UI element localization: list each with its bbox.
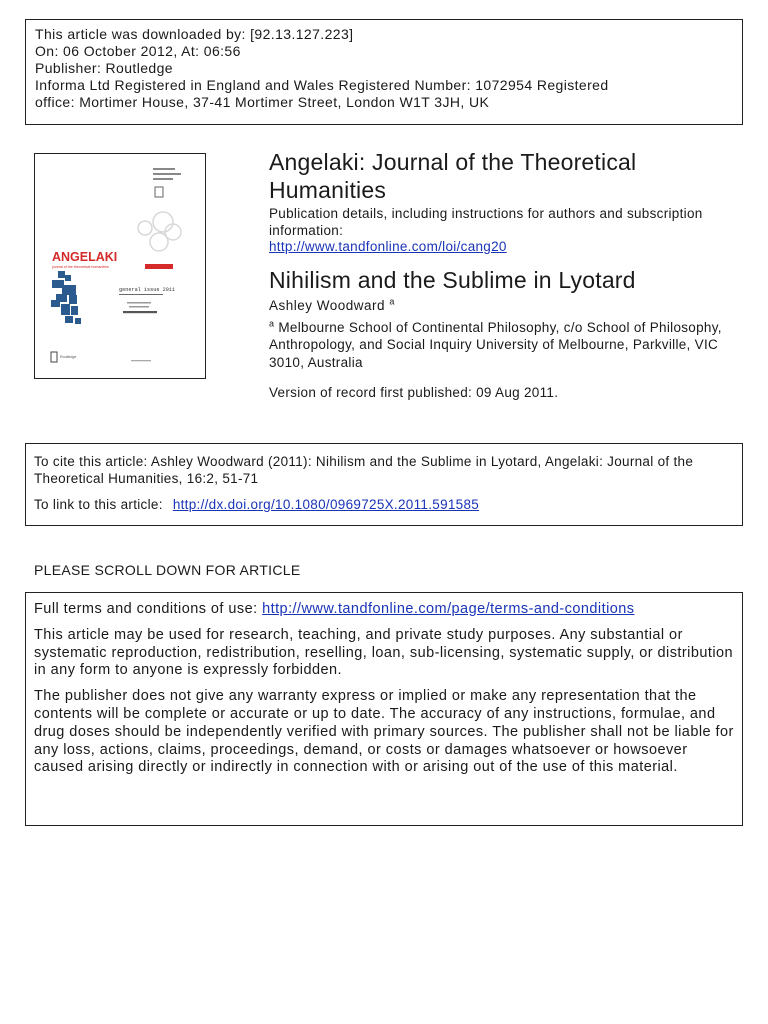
affiliation-text: Melbourne School of Continental Philosophy, c/o School of Philosophy, Anthropology, and Social Inquiry University of Melbourne, Parkville, VIC 3010, Australia [269,319,722,370]
cover-banner: general issue 2011 [119,287,176,293]
author-superscript: a [389,296,395,306]
terms-paragraph-disclaimer: The publisher does not give any warranty express or implied or make any representation that the contents will be complete or accurate or up to date. The accuracy of any instructions, formulae, and drug doses should be independently verified with primary sources. The publisher shall not be liable for any loss, actions, claims, proceedings, demand, or costs or damages whatsoever or howsoever caused arising directly or indirectly in connection with or arising out of the use of this material. [34,688,734,776]
citation-box [25,443,743,526]
terms-label: Full terms and conditions of use: [34,601,258,617]
journal-cover-image [34,153,206,379]
cover-subtitle: journal of the theoretical humanities [52,265,109,269]
download-line: office: Mortimer House, 37-41 Mortimer Street, London W1T 3JH, UK [35,94,490,110]
publication-details: Publication details, including instructions for authors and subscription information: [269,206,703,238]
author-name: Ashley Woodward [269,297,386,313]
journal-url-link[interactable]: http://www.tandfonline.com/loi/cang20 [269,239,507,254]
affiliation-superscript: a [269,318,275,328]
author-line [269,298,739,313]
version-of-record: Version of record first published: 09 Aug 2011. [269,385,559,400]
download-line: Informa Ltd Registered in England and Wales Registered Number: 1072954 Registered [35,77,609,93]
cover-publisher: Routledge [60,355,77,359]
download-line: This article was downloaded by: [92.13.127.223] [35,26,354,42]
cover-brand: ANGELAKI [52,250,118,264]
download-line: Publisher: Routledge [35,60,173,76]
doi-link[interactable]: http://dx.doi.org/10.1080/0969725X.2011.591585 [172,497,480,512]
affiliation [269,319,739,372]
terms-box [25,592,743,826]
terms-paragraph-usage: This article may be used for research, teaching, and private study purposes. Any substantial or systematic reproduction, redistribution, reselling, loan, sub-licensing, systematic supply, or distribution in any form to anyone is expressly forbidden. [34,626,734,679]
doi-label: To link to this article: [34,497,163,512]
download-notice-box [25,19,743,125]
download-line: On: 06 October 2012, At: 06:56 [35,43,241,59]
scroll-prompt: PLEASE SCROLL DOWN FOR ARTICLE [34,562,301,578]
citation-text: To cite this article: Ashley Woodward (2011): Nihilism and the Sublime in Lyotard, Angelaki: Journal of the Theoretical Humanities, 16:2, 51-71 [34,454,694,486]
cover-artwork [35,154,205,378]
terms-heading [34,601,734,619]
article-info [269,148,739,400]
journal-title: Angelaki: Journal of the Theoretical Humanities [269,149,637,203]
doi-line [34,496,734,513]
terms-link[interactable]: http://www.tandfonline.com/page/terms-and-conditions [262,601,635,617]
article-title: Nihilism and the Sublime in Lyotard [269,266,636,293]
